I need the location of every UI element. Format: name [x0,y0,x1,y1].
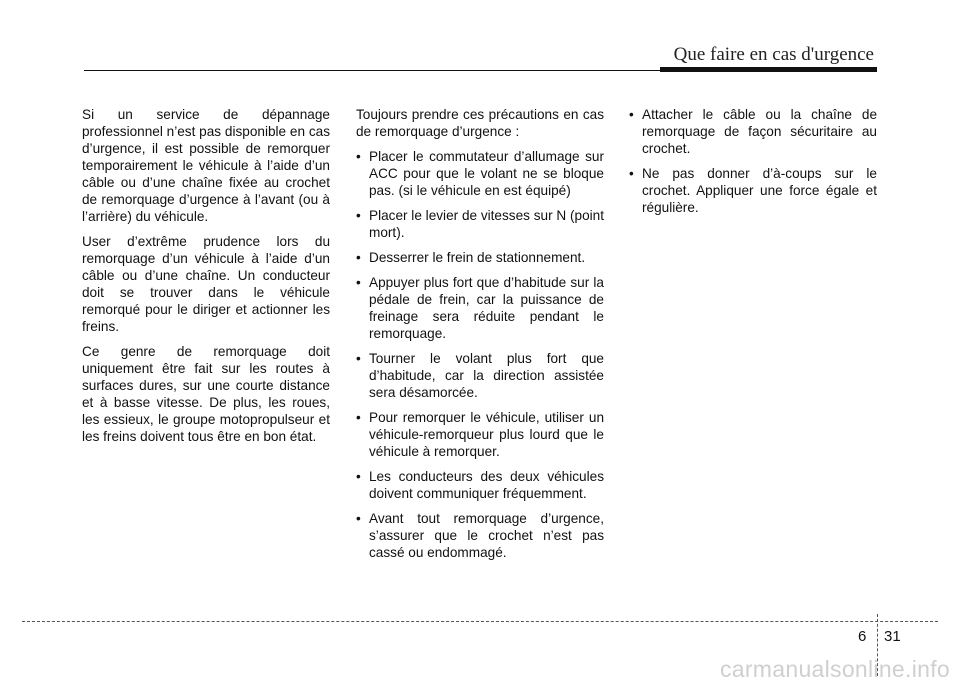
list-item-text: Ne pas donner d’à-coups sur le crochet. Appliquer une force égale et régulière. [642,166,877,215]
text-column-2 [356,106,604,569]
list-item-text: Avant tout remorquage d’urgence, s’assurer que le crochet n’est pas cassé ou endommagé. [369,511,604,560]
bullet-icon: • [356,250,361,265]
bullet-icon: • [356,469,361,484]
bullet-icon: • [629,107,634,122]
list-item-text: Appuyer plus fort que d’habitude sur la pédale de frein, car la puissance de freinage sera réduite pendant le remorquage. [369,275,604,341]
chapter-number: 6 [858,628,867,645]
footer-rule [22,621,938,622]
precautions-list [356,148,604,561]
bullet-icon: • [356,208,361,223]
bullet-icon: • [356,149,361,164]
text-column-1 [82,106,330,453]
list-item [629,106,877,157]
list-item-text: Placer le commutateur d’allumage sur ACC pour que le volant ne se bloque pas. (si le véhicule en est équipé) [369,149,604,198]
list-item [356,468,604,502]
bullet-icon: • [356,275,361,290]
bullet-icon: • [356,511,361,526]
list-item-text: Attacher le câble ou la chaîne de remorquage de façon sécuritaire au crochet. [642,107,877,156]
list-item-text: Pour remorquer le véhicule, utiliser un véhicule-remorqueur plus lourd que le véhicule à remorquer. [369,410,604,459]
watermark: carmanualsonline.info [719,656,950,682]
list-item [356,148,604,199]
list-item-text: Desserrer le frein de stationnement. [369,250,586,265]
section-title: Que faire en cas d'urgence [673,44,874,65]
paragraph: Si un service de dépannage professionnel n’est pas disponible en cas d’urgence, il est possible de remorquer temporairement le véhicule à l’aide d’un câble ou d’une chaîne fixée au crochet de remorquage d’urgence à l’avant (ou à l’arrière) du véhicule. [82,107,330,224]
bullet-icon: • [356,410,361,425]
paragraph: Ce genre de remorquage doit uniquement être fait sur les routes à surfaces dures, sur une courte distance et à basse vitesse. De plus, les roues, les essieux, le groupe motopropulseur et les freins doivent tous être en bon état. [82,344,330,444]
list-item [356,249,604,266]
header-rule [84,70,662,71]
list-intro: Toujours prendre ces précautions en cas de remorquage d’urgence : [356,107,604,139]
list-item-text: Tourner le volant plus fort que d’habitude, car la direction assistée sera désamorcée. [369,351,604,400]
list-item [629,165,877,216]
list-item-text: Les conducteurs des deux véhicules doivent communiquer fréquemment. [369,469,604,501]
bullet-icon: • [356,351,361,366]
list-item [356,274,604,342]
precautions-list-continued [629,106,877,216]
header-rule-accent [660,67,877,72]
paragraph: User d’extrême prudence lors du remorquage d’un véhicule à l’aide d’un câble ou d’une chaîne. Un conducteur doit se trouver dans le véhicule remorqué pour le diriger et actionner les freins. [82,234,330,334]
list-item [356,409,604,460]
bullet-icon: • [629,166,634,181]
page-number: 31 [884,628,901,645]
list-item [356,350,604,401]
list-item-text: Placer le levier de vitesses sur N (point mort). [369,208,604,240]
text-column-3 [629,106,877,224]
list-item [356,207,604,241]
list-item [356,510,604,561]
